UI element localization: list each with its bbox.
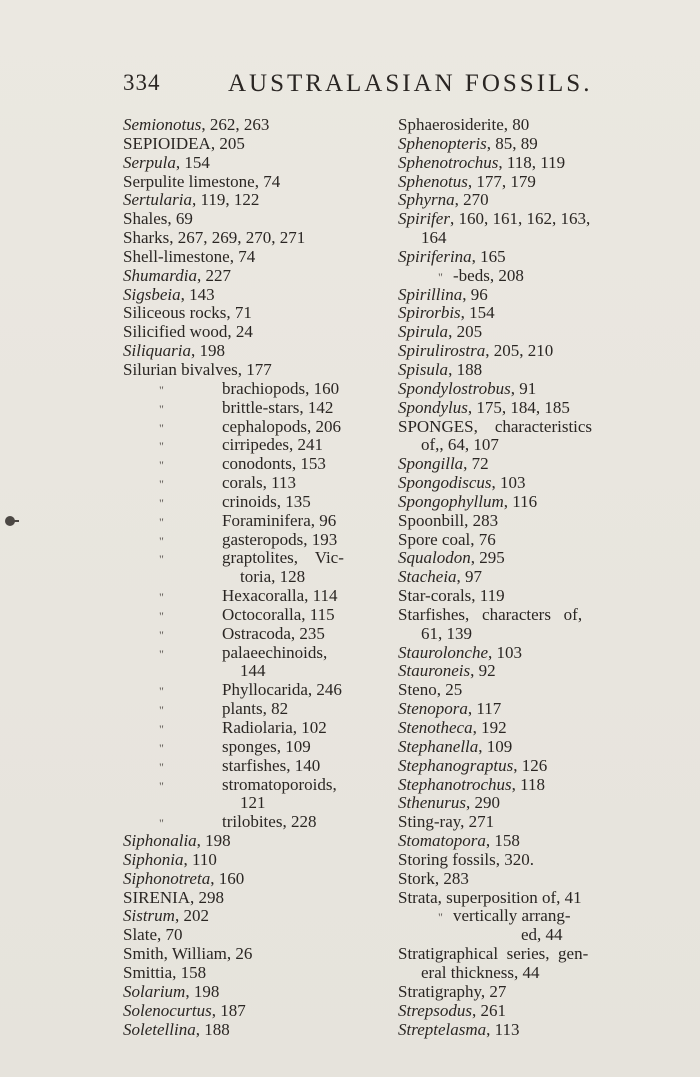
index-entry <box>398 907 678 926</box>
entry-text: 61, 139 <box>421 623 472 643</box>
entry-text: , 117 <box>467 699 502 719</box>
index-entry <box>123 512 403 531</box>
entry-genus-name: Stephanotrochus <box>398 774 512 794</box>
ditto-mark: " <box>159 590 164 605</box>
ditto-mark: " <box>159 684 164 699</box>
index-entry <box>398 436 678 455</box>
entry-text: , 205, 210 <box>485 341 554 361</box>
index-entry <box>398 662 678 681</box>
entry-text: , 91 <box>510 378 537 398</box>
entry-text: , 177, 179 <box>467 171 536 191</box>
entry-text: toria, 128 <box>240 567 306 587</box>
index-entry <box>123 926 403 945</box>
index-entry <box>123 851 403 870</box>
index-entry <box>398 493 678 512</box>
ditto-mark: " <box>159 816 164 831</box>
entry-genus-name: Staurolonche <box>398 642 489 662</box>
index-entry <box>123 832 403 851</box>
entry-genus-name: Streptelasma <box>398 1019 487 1039</box>
entry-genus-name: Stenopora <box>398 699 468 719</box>
entry-genus-name: Spirulirostra <box>398 341 486 361</box>
entry-text: , 92 <box>470 661 496 681</box>
index-entry <box>123 229 403 248</box>
ditto-mark: " <box>159 458 164 473</box>
index-entry <box>123 304 403 323</box>
entry-text: starfishes, 140 <box>222 755 321 775</box>
entry-text: palaeechinoids, <box>222 642 328 662</box>
entry-text: , 198 <box>196 831 231 851</box>
entry-text: , 187 <box>211 1000 246 1020</box>
entry-text: , 188 <box>448 359 483 379</box>
index-entry <box>123 116 403 135</box>
index-entry <box>123 681 403 700</box>
entry-genus-name: Spondylostrobus <box>398 378 511 398</box>
entry-text: , 109 <box>478 736 513 756</box>
index-entry <box>398 135 678 154</box>
index-entry <box>398 813 678 832</box>
index-entry <box>123 889 403 908</box>
entry-text: , 96 <box>462 284 488 304</box>
entry-genus-name: Sistrum <box>123 906 175 926</box>
index-entry <box>123 549 403 568</box>
index-column-right <box>398 116 678 1039</box>
index-entry <box>123 436 403 455</box>
entry-genus-name: Semionotus <box>123 115 202 134</box>
index-entry <box>123 154 403 173</box>
index-column-left <box>123 116 403 1039</box>
entry-text: Sting-ray, 271 <box>398 812 495 832</box>
entry-text: Siliceous rocks, 71 <box>123 303 252 323</box>
entry-text: SIRENIA, 298 <box>123 887 225 907</box>
entry-text: Spoonbill, 283 <box>398 510 499 530</box>
index-entry <box>398 380 678 399</box>
entry-text: , 103 <box>488 642 523 662</box>
ditto-mark: " <box>159 439 164 454</box>
index-entry <box>123 380 403 399</box>
ditto-mark: " <box>159 722 164 736</box>
entry-text: SPONGES, characteristics <box>398 416 593 436</box>
entry-genus-name: Stacheia <box>398 567 457 587</box>
index-entry <box>398 342 678 361</box>
index-entry <box>398 964 678 983</box>
entry-text: gasteropods, 193 <box>222 529 338 549</box>
index-entry <box>398 757 678 776</box>
entry-genus-name: Squalodon <box>398 548 471 568</box>
entry-text: , 103 <box>491 473 526 493</box>
entry-text: , 290 <box>466 793 500 813</box>
entry-text: Shales, 69 <box>123 209 193 229</box>
index-entry <box>398 418 678 437</box>
entry-text: , 110 <box>183 849 217 869</box>
index-entry <box>123 719 403 738</box>
index-entry <box>123 493 403 512</box>
index-entry <box>398 455 678 474</box>
entry-text: ed, 44 <box>521 925 563 945</box>
entry-genus-name: Solarium <box>123 981 186 1001</box>
index-entry <box>398 267 678 286</box>
index-entry <box>398 719 678 738</box>
index-entry <box>398 191 678 210</box>
index-entry <box>123 418 403 437</box>
ditto-mark: " <box>159 608 164 623</box>
entry-text: , 97 <box>456 567 483 587</box>
index-entry <box>398 644 678 663</box>
entry-text: , 160 <box>210 868 245 888</box>
index-entry <box>398 399 678 418</box>
index-entry <box>123 907 403 926</box>
entry-genus-name: Spirula <box>398 322 449 342</box>
ditto-mark: " <box>438 269 443 284</box>
entry-genus-name: Spirillina <box>398 284 463 304</box>
index-entry <box>398 983 678 1002</box>
index-entry <box>398 738 678 757</box>
entry-text: , 262, 263 <box>201 115 270 134</box>
entry-text: Starfishes, characters of, <box>398 604 583 624</box>
entry-genus-name: Soletellina <box>123 1019 196 1039</box>
entry-text: Storing fossils, 320. <box>398 849 535 869</box>
index-entry <box>398 248 678 267</box>
entry-text: , 188 <box>195 1019 230 1039</box>
ditto-mark: " <box>159 477 164 492</box>
index-entry <box>398 945 678 964</box>
entry-text: Silicified wood, 24 <box>123 322 253 342</box>
entry-text: Slate, 70 <box>123 925 183 945</box>
entry-text: , 158 <box>485 831 520 851</box>
index-entry <box>398 323 678 342</box>
index-entry <box>123 361 403 380</box>
ditto-mark: " <box>159 703 164 718</box>
ditto-mark: " <box>159 401 164 416</box>
entry-text: , 198 <box>191 341 226 361</box>
index-entry <box>398 1021 678 1040</box>
entry-genus-name: Sphenotrochus <box>398 152 499 172</box>
index-entry <box>123 606 403 625</box>
index-entry <box>398 210 678 229</box>
entry-genus-name: Solenocurtus <box>123 1000 212 1020</box>
margin-ink-mark <box>5 516 15 526</box>
entry-text: 164 <box>421 228 447 248</box>
index-entry <box>123 945 403 964</box>
entry-text: , 261 <box>472 1000 506 1020</box>
entry-genus-name: Shumardia <box>123 265 197 285</box>
entry-text: Smith, William, 26 <box>123 944 253 964</box>
entry-text: , 175, 184, 185 <box>467 397 570 417</box>
entry-genus-name: Strepsodus <box>398 1000 472 1020</box>
entry-text: Sharks, 267, 269, 270, 271 <box>123 228 306 248</box>
entry-text: , 143 <box>180 284 215 304</box>
index-entry <box>123 983 403 1002</box>
index-entry <box>123 286 403 305</box>
entry-text: sponges, 109 <box>222 736 311 756</box>
entry-text: , 154 <box>460 303 495 323</box>
entry-text: , 165 <box>471 246 506 266</box>
entry-genus-name: Siphonalia <box>123 831 197 851</box>
entry-genus-name: Stephanograptus <box>398 755 514 775</box>
entry-genus-name: Spisula <box>398 359 449 379</box>
entry-text: eral thickness, 44 <box>421 962 540 982</box>
entry-genus-name: Sertularia <box>123 190 192 210</box>
index-entry <box>123 323 403 342</box>
index-entry <box>398 361 678 380</box>
entry-text: Radiolaria, 102 <box>222 718 327 737</box>
entry-text: Phyllocarida, 246 <box>222 680 342 700</box>
entry-text: , 126 <box>513 755 548 775</box>
ditto-mark: " <box>159 759 164 774</box>
index-entry <box>398 681 678 700</box>
ditto-mark: " <box>159 533 164 548</box>
index-entry <box>123 248 403 267</box>
entry-text: , 154 <box>175 152 210 172</box>
ditto-mark: " <box>159 627 164 642</box>
entry-text: Smittia, 158 <box>123 962 207 982</box>
ditto-mark: " <box>159 495 164 510</box>
entry-genus-name: Spongophyllum <box>398 491 504 511</box>
index-entry <box>123 191 403 210</box>
index-entry <box>398 606 678 625</box>
page-header <box>0 70 700 104</box>
index-entry <box>123 474 403 493</box>
index-entry <box>398 926 678 945</box>
running-title: AUSTRALASIAN FOSSILS. <box>228 70 593 97</box>
entry-text: stromatoporoids, <box>222 774 337 794</box>
ditto-mark: " <box>159 382 164 397</box>
entry-text: 121 <box>240 793 266 813</box>
index-entry <box>398 625 678 644</box>
ditto-mark: " <box>159 420 164 435</box>
entry-text: , 192 <box>472 718 507 737</box>
ditto-mark: " <box>159 552 164 567</box>
entry-genus-name: Siliquaria <box>123 341 192 361</box>
entry-text: cirripedes, 241 <box>222 435 324 455</box>
index-entry <box>398 474 678 493</box>
entry-text: conodonts, 153 <box>222 454 326 474</box>
index-entry <box>398 286 678 305</box>
entry-genus-name: Spondylus <box>398 397 468 417</box>
entry-text: corals, 113 <box>222 473 296 493</box>
index-entry <box>398 304 678 323</box>
entry-text: Star-corals, 119 <box>398 586 505 606</box>
index-entry <box>398 794 678 813</box>
entry-text: brittle-stars, 142 <box>222 397 334 417</box>
entry-text: , 118 <box>511 774 546 794</box>
index-entry <box>398 776 678 795</box>
index-entry <box>123 625 403 644</box>
entry-text: , 119, 122 <box>191 190 260 210</box>
entry-genus-name: Stephanella <box>398 736 479 756</box>
entry-genus-name: Sphenotus <box>398 171 468 191</box>
page-number: 334 <box>123 70 161 95</box>
index-entry <box>123 776 403 795</box>
index-entry <box>123 1021 403 1040</box>
entry-genus-name: Spirifer <box>398 209 450 229</box>
entry-text: brachiopods, 160 <box>222 378 340 398</box>
index-entry <box>398 1002 678 1021</box>
index-entry <box>123 738 403 757</box>
entry-text: , 205 <box>448 322 483 342</box>
ditto-mark: " <box>159 740 164 755</box>
entry-genus-name: Siphonotreta <box>123 868 211 888</box>
entry-text: Foraminifera, 96 <box>222 510 337 530</box>
entry-text: of,, 64, 107 <box>421 435 499 455</box>
index-entry <box>123 210 403 229</box>
entry-text: , 72 <box>463 454 489 474</box>
index-entry <box>123 700 403 719</box>
index-entry <box>398 549 678 568</box>
index-entry <box>398 851 678 870</box>
entry-text: trilobites, 228 <box>222 812 317 832</box>
index-entry <box>123 531 403 550</box>
entry-genus-name: Sphenopteris <box>398 133 487 153</box>
entry-text: SEPIOIDEA, 205 <box>123 133 245 153</box>
entry-text: Steno, 25 <box>398 680 463 700</box>
index-entry <box>123 1002 403 1021</box>
index-entry <box>123 964 403 983</box>
index-entry <box>123 267 403 286</box>
entry-text: Stork, 283 <box>398 868 469 888</box>
index-entry <box>398 173 678 192</box>
entry-text: Stratigraphical series, gen- <box>398 944 589 964</box>
entry-text: , 116 <box>503 491 538 511</box>
index-entry <box>398 116 678 135</box>
entry-text: 144 <box>240 661 266 681</box>
entry-genus-name: Stauroneis <box>398 661 471 681</box>
entry-text: , 85, 89 <box>486 133 538 153</box>
index-entry <box>123 644 403 663</box>
entry-text: graptolites, Vic- <box>222 548 344 568</box>
entry-text: Serpulite limestone, 74 <box>123 171 281 191</box>
index-entry <box>123 399 403 418</box>
index-entry <box>123 757 403 776</box>
index-entry <box>398 568 678 587</box>
index-entry <box>398 531 678 550</box>
index-entry <box>123 587 403 606</box>
index-entry <box>123 568 403 587</box>
ditto-mark: " <box>159 646 164 661</box>
entry-text: -beds, 208 <box>453 265 524 285</box>
entry-genus-name: Siphonia <box>123 849 184 869</box>
entry-text: Sphaerosiderite, 80 <box>398 115 530 134</box>
entry-text: , 270 <box>454 190 489 210</box>
index-entry <box>398 229 678 248</box>
entry-text: , 198 <box>185 981 220 1001</box>
entry-genus-name: Spongodiscus <box>398 473 492 493</box>
entry-text: , 295 <box>470 548 505 568</box>
entry-genus-name: Spiriferina <box>398 246 472 266</box>
ditto-mark: " <box>438 910 443 925</box>
entry-text: , 227 <box>197 265 231 285</box>
index-entry <box>123 794 403 813</box>
index-entry <box>398 870 678 889</box>
entry-text: , 202 <box>174 906 209 926</box>
entry-genus-name: Stenotheca <box>398 718 473 737</box>
entry-genus-name: Serpula <box>123 152 176 172</box>
entry-genus-name: Sigsbeia <box>123 284 181 304</box>
entry-text: , 118, 119 <box>498 152 566 172</box>
entry-text: , 160, 161, 162, 163, <box>449 209 591 229</box>
index-entry <box>123 135 403 154</box>
index-entry <box>398 889 678 908</box>
ditto-mark: " <box>159 778 164 793</box>
entry-text: Spore coal, 76 <box>398 529 496 549</box>
index-entry <box>123 342 403 361</box>
index-entry <box>398 832 678 851</box>
index-entry <box>398 512 678 531</box>
entry-text: Octocoralla, 115 <box>222 604 335 624</box>
entry-genus-name: Spongilla <box>398 454 464 474</box>
entry-text: , 113 <box>486 1019 520 1039</box>
entry-text: crinoids, 135 <box>222 491 311 511</box>
ditto-mark: " <box>159 514 164 529</box>
entry-text: Stratigraphy, 27 <box>398 981 507 1001</box>
index-entry <box>123 455 403 474</box>
entry-genus-name: Sphyrna <box>398 190 455 210</box>
index-entry <box>123 173 403 192</box>
index-entry <box>123 662 403 681</box>
entry-genus-name: Sthenurus <box>398 793 466 813</box>
index-entry <box>398 154 678 173</box>
entry-text: Silurian bivalves, 177 <box>123 359 272 379</box>
index-entry <box>123 870 403 889</box>
entry-text: Shell-limestone, 74 <box>123 246 256 266</box>
index-entry <box>398 587 678 606</box>
entry-text: plants, 82 <box>222 699 289 719</box>
entry-text: vertically arrang- <box>453 906 571 926</box>
entry-text: Hexacoralla, 114 <box>222 586 338 606</box>
entry-text: Strata, superposition of, 41 <box>398 887 582 907</box>
index-entry <box>398 700 678 719</box>
entry-genus-name: Stomatopora <box>398 831 486 851</box>
entry-text: Ostracoda, 235 <box>222 623 325 643</box>
entry-genus-name: Spirorbis <box>398 303 461 323</box>
entry-text: cephalopods, 206 <box>222 416 341 436</box>
index-entry <box>123 813 403 832</box>
